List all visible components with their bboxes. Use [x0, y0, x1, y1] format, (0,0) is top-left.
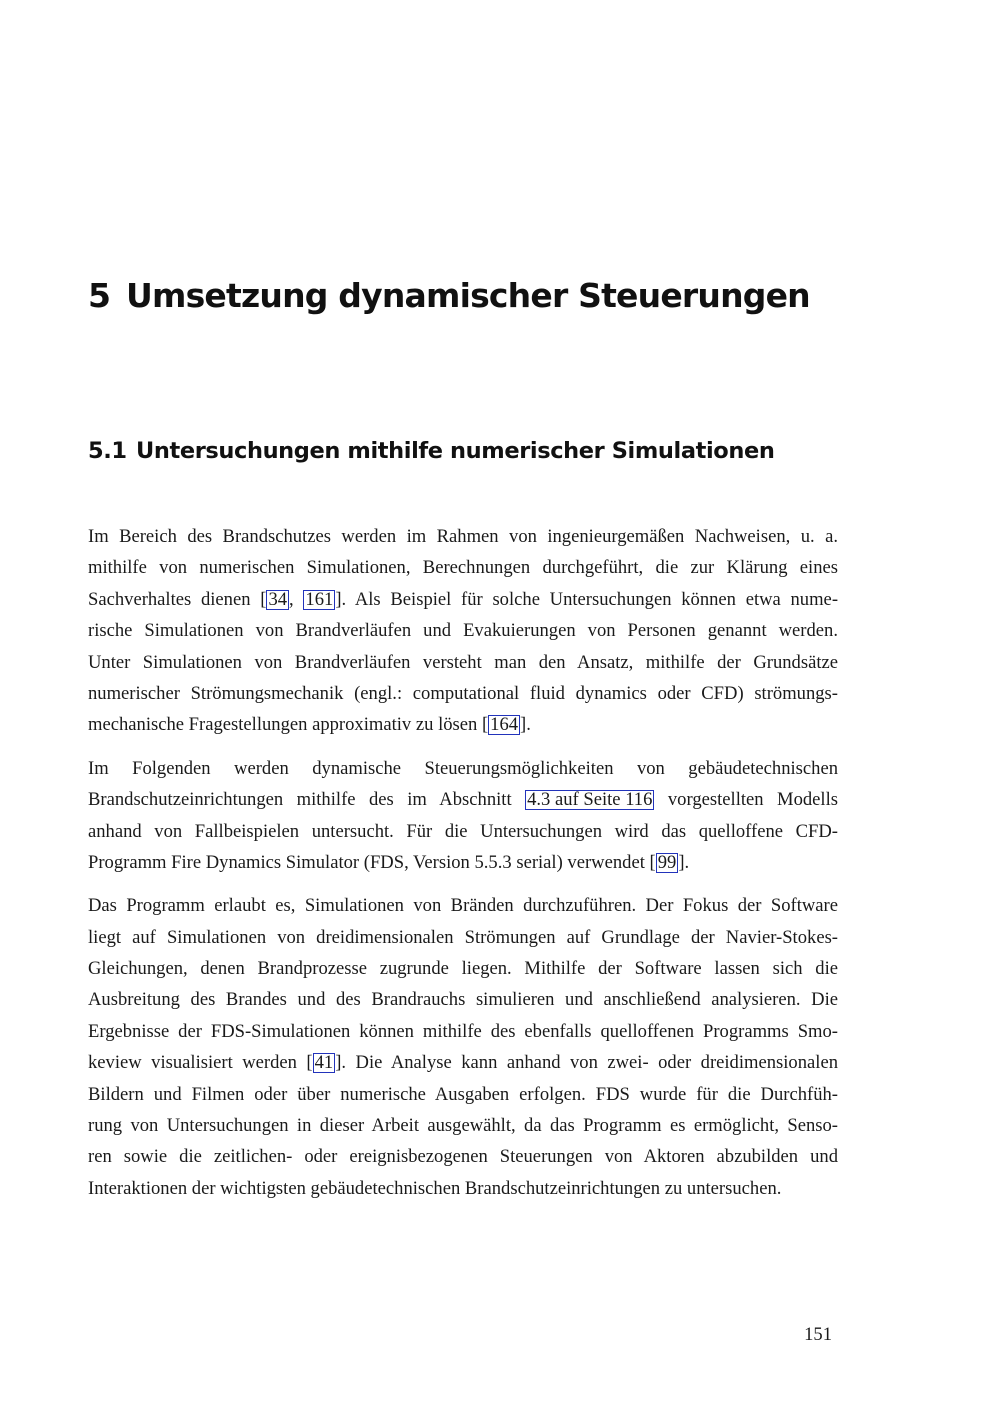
text-line: mithilfe von numerischen Simulationen, Berechnungen durchgeführt, die zur Klärung eines	[88, 557, 838, 579]
citation-link-164[interactable]: 164	[490, 714, 519, 736]
text-line: Gleichungen, denen Brandprozesse zugrunde liegen. Mithilfe der Software lassen sich die	[88, 958, 838, 980]
section-number: 5.1	[88, 438, 127, 464]
body-text	[88, 521, 838, 1216]
text-line: Das Programm erlaubt es, Simulationen von Bränden durchzuführen. Der Fokus der Software	[88, 895, 838, 917]
paragraph-3	[88, 890, 838, 1204]
paragraph-2	[88, 753, 838, 879]
text-line: numerischer Strömungsmechanik (engl.: computational fluid dynamics oder CFD) strömungs-	[88, 682, 838, 704]
text-line: rung von Untersuchungen in dieser Arbeit ausgewählt, da das Programm es ermöglicht, Senso-	[88, 1115, 838, 1137]
section-title-text: Untersuchungen mithilfe numerischer Simulationen	[136, 438, 775, 464]
text-line: Programm Fire Dynamics Simulator (FDS, Version 5.5.3 serial) verwendet [ 99 ].	[88, 851, 690, 873]
section-link-4-3[interactable]: 4.3 auf Seite 116	[527, 789, 653, 811]
text-line: Sachverhaltes dienen [ 34 , 161 ]. Als Beispiel für solche Untersuchungen können etwa nume-	[88, 588, 838, 610]
text-line: Unter Simulationen von Brandverläufen versteht man den Ansatz, mithilfe der Grundsätze	[88, 651, 838, 673]
text-line: Im Bereich des Brandschutzes werden im Rahmen von ingenieurgemäßen Nachweisen, u. a.	[88, 526, 838, 547]
citation-link-41[interactable]: 41	[314, 1052, 334, 1074]
text-line: anhand von Fallbeispielen untersucht. Für die Untersuchungen wird das quelloffene CFD-	[88, 820, 838, 842]
citation-link-161[interactable]: 161	[305, 588, 334, 610]
chapter-number: 5	[88, 276, 111, 315]
text-line: liegt auf Simulationen von dreidimensionalen Strömungen auf Grundlage der Navier-Stokes-	[88, 926, 838, 948]
citation-link-99[interactable]: 99	[657, 851, 677, 873]
text-line: Brandschutzeinrichtungen mithilfe des im Abschnitt 4.3 auf Seite 116 vorgestellten Modells	[88, 789, 838, 811]
text-line: rische Simulationen von Brandverläufen und Evakuierungen von Personen genannt werden.	[88, 620, 838, 642]
chapter-title	[88, 276, 810, 315]
text-line: Ergebnisse der FDS-Simulationen können mithilfe des ebenfalls quelloffenen Programms Smo-	[88, 1020, 838, 1042]
text-line: ren sowie die zeitlichen- oder ereignisbezogenen Steuerungen von Aktoren abzubilden und	[88, 1146, 838, 1168]
chapter-title-text: Umsetzung dynamischer Steuerungen	[126, 276, 810, 315]
section-title	[88, 438, 774, 464]
paragraph-1	[88, 521, 838, 741]
text-line: Bildern und Filmen oder über numerische Ausgaben erfolgen. FDS wurde für die Durchfüh-	[88, 1083, 838, 1105]
text-line: Im Folgenden werden dynamische Steuerungsmöglichkeiten von gebäudetechnischen	[88, 757, 838, 779]
text-line: Ausbreitung des Brandes und des Brandrauchs simulieren und anschließend analysieren. Die	[88, 989, 838, 1011]
page-number: 151	[804, 1324, 832, 1345]
citation-link-34[interactable]: 34	[268, 588, 288, 610]
text-line: keview visualisiert werden [ 41 ]. Die Analyse kann anhand von zwei- oder dreidimensionalen	[88, 1052, 838, 1074]
text-line: Interaktionen der wichtigsten gebäudetechnischen Brandschutzeinrichtungen zu untersuchen.	[88, 1177, 782, 1199]
text-line: mechanische Fragestellungen approximativ zu lösen [ 164 ].	[88, 714, 531, 736]
